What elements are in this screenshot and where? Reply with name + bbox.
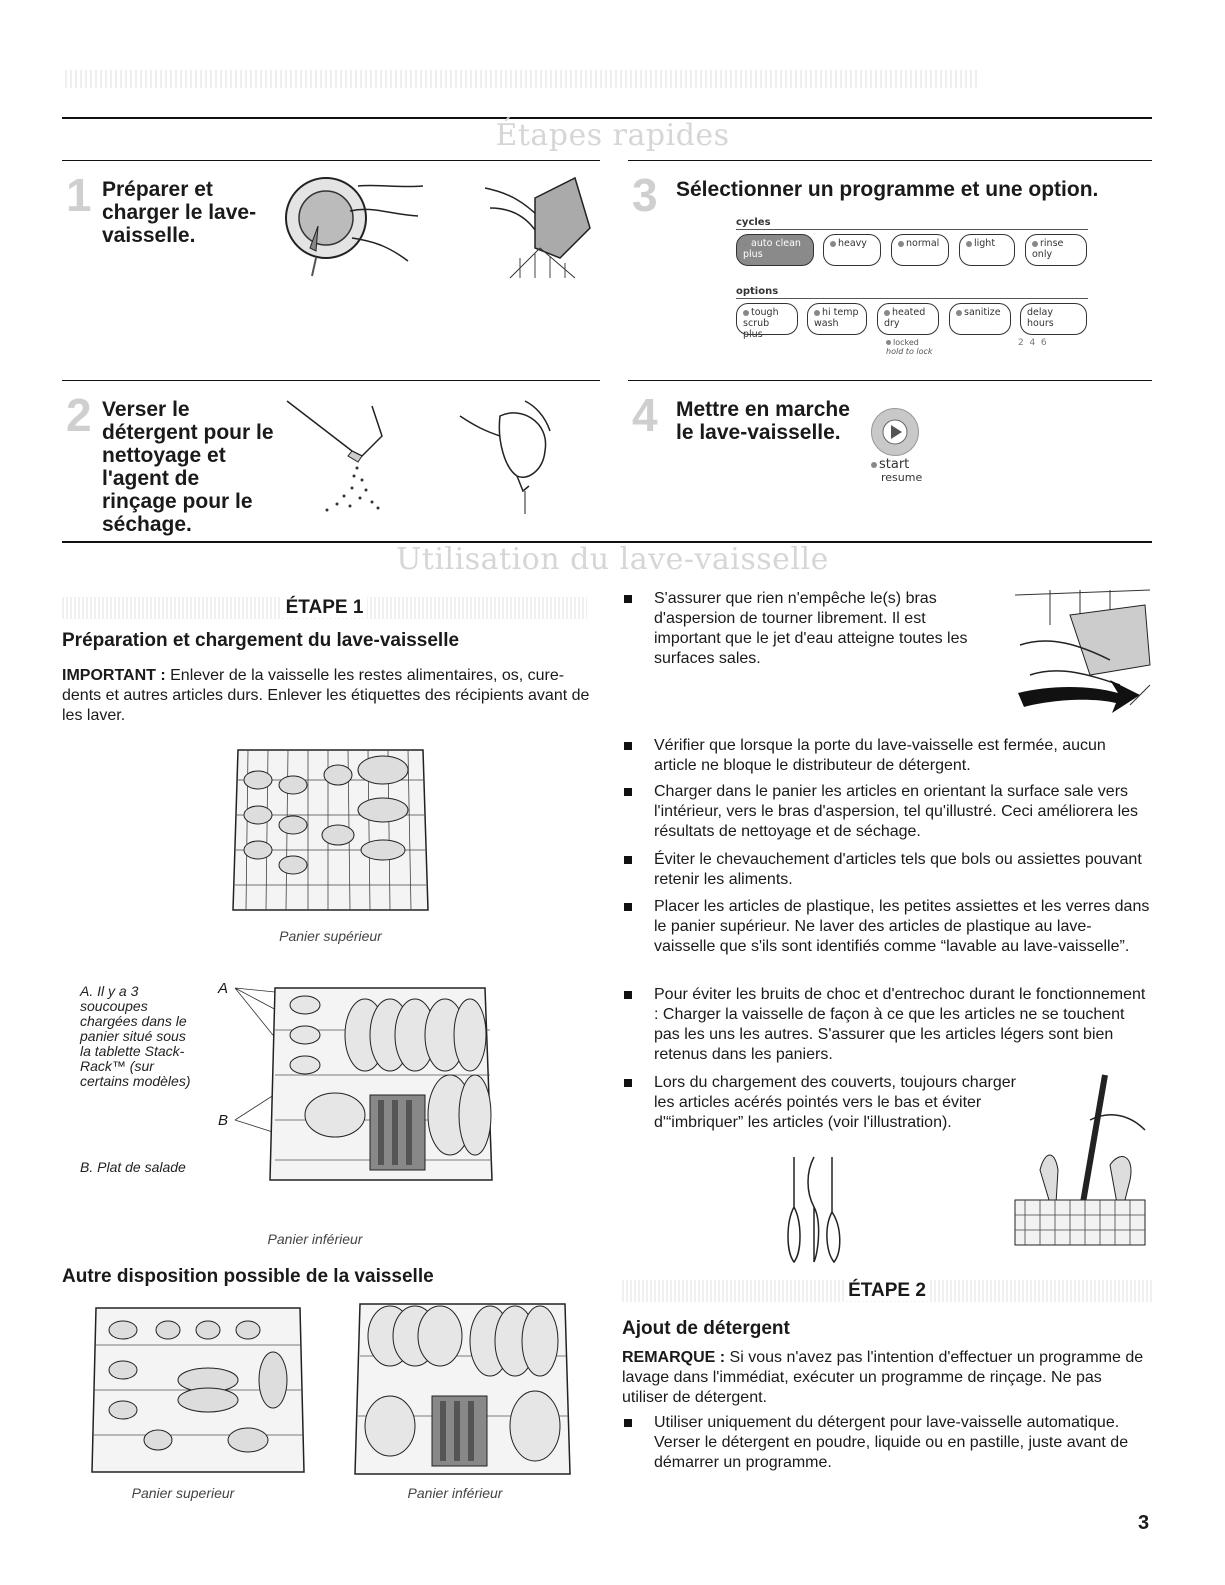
bullet-dirty-surface: Charger dans le panier les articles en orientant la surface sale vers l'intérieur, vers le bras d'aspersion, tel qu'illustré. Ceci améliorera les résultats de nettoyage et de séchage. — [622, 782, 1152, 842]
start-resume-button[interactable] — [871, 408, 919, 456]
indicator-light-icon — [966, 241, 972, 247]
remarque-label: REMARQUE : — [622, 1349, 726, 1366]
cycle-label: normal — [906, 238, 940, 249]
option-tough-scrub-plus-button[interactable] — [736, 303, 798, 340]
cycle-label: heavy — [838, 238, 867, 249]
cycle-label: auto clean plus — [743, 238, 801, 260]
cycles-label: cycles — [736, 217, 771, 228]
step2-number: 2 — [66, 389, 92, 441]
lower-rack-illustration — [230, 980, 495, 1190]
cycle-label: light — [974, 238, 996, 249]
alt-heading: Autre disposition possible de la vaisselle — [62, 1266, 434, 1287]
option-label: delay hours — [1027, 307, 1054, 329]
option-label: tough scrub plus — [743, 307, 779, 340]
bullet-noise: Pour éviter les bruits de choc et d'entrechoc durant le fonctionnement : Charger la vaisselle de façon à ce que les articles ne se touchent pas les uns les autres. S'assurer que les articles légers sont bien retenus dans les paniers. — [622, 985, 1152, 1065]
top-scan-band — [65, 70, 980, 88]
quick-rule-right — [628, 160, 1152, 161]
quick-mid-rule-right — [628, 380, 1152, 381]
plate-scraping-illustration — [278, 166, 428, 286]
prep-heading: Préparation et chargement du lave-vaisselle — [62, 630, 460, 651]
indicator-light-icon — [1032, 241, 1038, 247]
indicator-light-icon — [743, 310, 749, 316]
option-label: sanitize — [964, 307, 1001, 318]
legend-b: B. Plat de salade — [80, 1159, 186, 1175]
etape1-label: ÉTAPE 1 — [282, 597, 368, 618]
etape1-banner — [62, 597, 587, 619]
upper-rack-caption: Panier supérieur — [279, 928, 382, 944]
bullet-overlap: Éviter le chevauchement d'articles tels que bols ou assiettes pouvant retenir les aliments. — [622, 850, 1152, 890]
etape2-label: ÉTAPE 2 — [844, 1280, 930, 1301]
alt-lower-rack-illustration — [350, 1296, 575, 1481]
option-label: hi temp wash — [814, 307, 859, 329]
indicator-light-icon — [814, 310, 820, 316]
step4-title: Mettre en marche le lave-vaisselle. — [676, 398, 850, 444]
cutlery-nesting-illustration — [780, 1152, 850, 1267]
indicator-light-icon — [898, 241, 904, 247]
loading-rack-illustration — [480, 168, 600, 283]
page-number: 3 — [1138, 1512, 1150, 1534]
bullet-detergent-type: Utiliser uniquement du détergent pour lave-vaisselle automatique. Verser le détergent en poudre, liquide ou en pastille, juste avant de démarrer un programme. — [622, 1413, 1152, 1473]
cycle-label: rinse only — [1032, 238, 1064, 260]
cycle-auto-clean-plus-button[interactable] — [736, 234, 814, 266]
spray-arm-illustration — [1010, 585, 1155, 720]
step3-number: 3 — [632, 169, 658, 221]
indicator-light-icon — [743, 241, 749, 247]
cycles-line — [736, 229, 1088, 230]
step2-title: Verser le détergent pour le nettoyage et l'agent de rinçage pour le séchage. — [102, 398, 274, 536]
option-sanitize-button[interactable] — [949, 303, 1011, 335]
start-label — [871, 458, 922, 484]
legend-a: A. Il y a 3 soucoupes chargées dans le panier situé sous la tablette Stack-Rack™ (sur certains modèles) — [80, 983, 191, 1089]
callout-letter-b: B — [218, 1112, 229, 1129]
alt-lower-rack-caption: Panier inférieur — [407, 1485, 503, 1501]
start-text: start — [879, 457, 910, 472]
bullet-plastic: Placer les articles de plastique, les petites assiettes et les verres dans le panier supérieur. Ne laver des articles de plastique au lave-vaisselle que s'ils sont identifiés comme “lavable au lave-vaisselle”. — [622, 897, 1152, 957]
indicator-light-icon — [886, 340, 891, 345]
bullet-utensils: Lors du chargement des couverts, toujours charger les articles acérés pointés vers le bas et éviter d'“imbriquer” les articles (voir l'illustration). — [622, 1073, 1017, 1133]
quick-mid-rule-left — [62, 380, 600, 381]
pouring-detergent-illustration — [282, 396, 412, 516]
step4-number: 4 — [632, 389, 658, 441]
delay-hours-values: 2 4 6 — [1018, 338, 1047, 348]
etape2-banner — [622, 1280, 1152, 1302]
step1-title: Préparer et charger le lave-vaisselle. — [102, 178, 257, 247]
resume-text: resume — [881, 471, 923, 484]
cycle-heavy-button[interactable] — [823, 234, 881, 266]
indicator-light-icon — [871, 462, 877, 468]
cycle-rinse-only-button[interactable] — [1025, 234, 1087, 266]
callout-letter-a: A — [218, 980, 229, 997]
cycle-normal-button[interactable] — [891, 234, 949, 266]
use-section-title: Utilisation du lave-vaisselle — [396, 542, 829, 577]
step3-title: Sélectionner un programme et une option. — [676, 178, 1099, 201]
option-label: heated dry — [884, 307, 926, 329]
options-label: options — [736, 286, 779, 297]
important-paragraph — [62, 666, 592, 726]
bullet-detergent-dispenser: Vérifier que lorsque la porte du lave-vaisselle est fermée, aucun article ne bloque le distributeur de détergent. — [622, 736, 1152, 776]
alt-upper-rack-illustration — [88, 1300, 308, 1480]
option-heated-dry-button[interactable] — [877, 303, 939, 335]
important-label: IMPORTANT : — [62, 667, 166, 684]
indicator-light-icon — [830, 241, 836, 247]
locked-indicator — [886, 338, 933, 356]
important-text: Enlever de la vaisselle les restes alimentaires, os, cure-dents et autres articles durs. Enlever les étiquettes des récipients avant de les laver. — [62, 667, 590, 724]
option-delay-hours-button[interactable] — [1020, 303, 1087, 335]
alt-upper-rack-caption: Panier superieur — [131, 1485, 235, 1501]
upper-rack-illustration — [228, 740, 433, 920]
silverware-basket-illustration — [1010, 1070, 1150, 1250]
quick-steps-title: Étapes rapides — [495, 118, 730, 153]
play-icon — [872, 409, 918, 455]
remarque-paragraph — [622, 1348, 1152, 1408]
pouring-rinse-aid-illustration — [455, 396, 565, 516]
option-hi-temp-wash-button[interactable] — [807, 303, 867, 335]
cycle-light-button[interactable] — [959, 234, 1015, 266]
detergent-heading: Ajout de détergent — [622, 1318, 790, 1339]
step1-number: 1 — [66, 169, 92, 221]
options-line — [736, 298, 1088, 299]
hold-to-lock-label: hold to lock — [886, 347, 933, 356]
quick-rule-left — [62, 160, 600, 161]
indicator-light-icon — [884, 310, 890, 316]
remarque-text: Si vous n'avez pas l'intention d'effectuer un programme de lavage dans l'immédiat, exécuter un programme de rinçage. Ne pas utiliser de détergent. — [622, 1349, 1144, 1406]
bullet-spray-arm: S'assurer que rien n'empêche le(s) bras d'aspersion de tourner librement. Il est important que le jet d'eau atteigne toutes les surfaces sales. — [622, 589, 992, 669]
lower-rack-caption: Panier inférieur — [267, 1231, 363, 1247]
indicator-light-icon — [956, 310, 962, 316]
locked-label: locked — [893, 338, 919, 347]
